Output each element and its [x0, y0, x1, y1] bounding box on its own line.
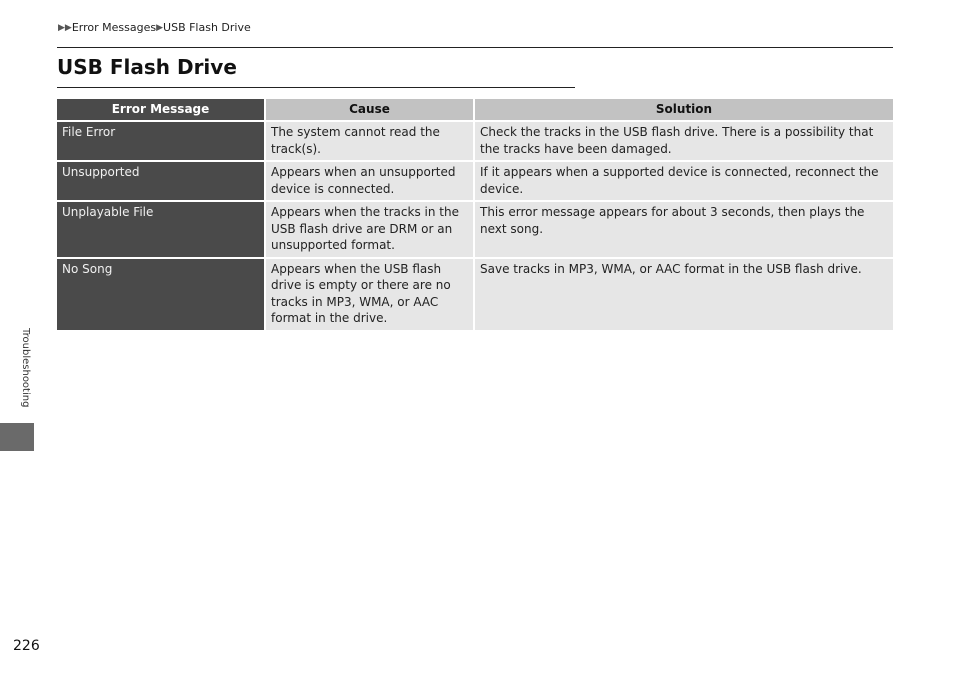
page-number: 226 — [13, 638, 40, 654]
page-title: USB Flash Drive — [57, 55, 237, 79]
top-divider — [57, 47, 893, 48]
header-solution: Solution — [475, 99, 893, 120]
cause-cell: The system cannot read the track(s). — [266, 122, 473, 160]
error-message-cell: No Song — [57, 259, 264, 330]
error-message-cell: Unplayable File — [57, 202, 264, 257]
table-row — [57, 259, 893, 330]
solution-cell: If it appears when a supported device is connected, reconnect the device. — [475, 162, 893, 200]
breadcrumb — [58, 21, 251, 34]
cause-cell: Appears when the tracks in the USB flash drive are DRM or an unsupported format. — [266, 202, 473, 257]
cause-cell: Appears when an unsupported device is connected. — [266, 162, 473, 200]
header-cause: Cause — [266, 99, 473, 120]
error-message-cell: File Error — [57, 122, 264, 160]
header-error-message: Error Message — [57, 99, 264, 120]
error-message-cell: Unsupported — [57, 162, 264, 200]
section-side-label: Troubleshooting — [20, 328, 31, 408]
triangle-right-icon: ▶ — [156, 22, 164, 33]
error-message-table — [55, 97, 895, 332]
cause-cell: Appears when the USB flash drive is empty or there are no tracks in MP3, WMA, or AAC format in the drive. — [266, 259, 473, 330]
solution-cell: This error message appears for about 3 seconds, then plays the next song. — [475, 202, 893, 257]
table-row — [57, 122, 893, 160]
table-header-row — [57, 99, 893, 120]
breadcrumb-item: USB Flash Drive — [163, 21, 251, 34]
table-row — [57, 162, 893, 200]
title-underline — [57, 87, 575, 88]
solution-cell: Check the tracks in the USB flash drive. There is a possibility that the tracks have been damaged. — [475, 122, 893, 160]
section-tab[interactable] — [0, 423, 34, 451]
solution-cell: Save tracks in MP3, WMA, or AAC format in the USB flash drive. — [475, 259, 893, 330]
triangle-right-icon: ▶▶ — [58, 22, 72, 33]
breadcrumb-item[interactable]: Error Messages — [71, 21, 157, 34]
table-row — [57, 202, 893, 257]
